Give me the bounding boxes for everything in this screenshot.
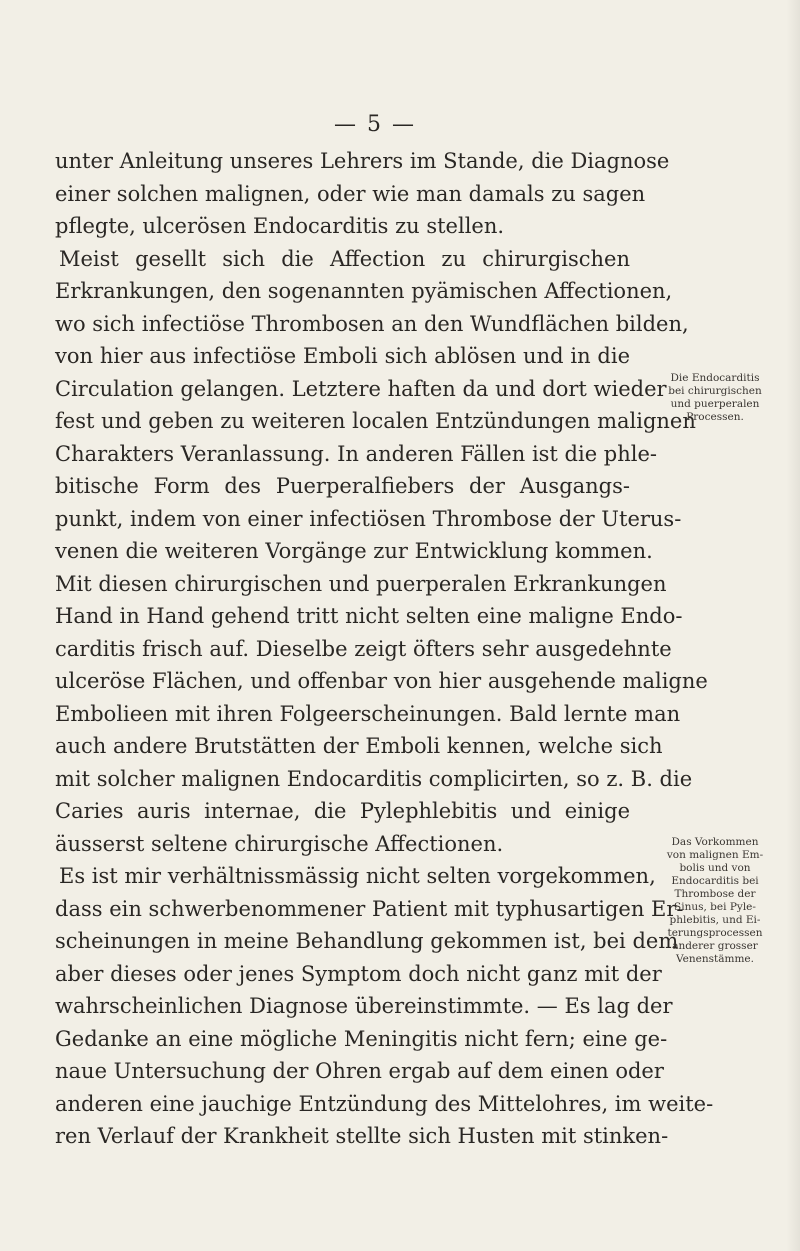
margin-note-emboli	[641, 836, 789, 966]
body-line: Circulation gelangen. Letztere haften da und dort wieder	[55, 376, 667, 401]
page-number: — 5 —	[334, 112, 416, 137]
body-line: Mit diesen chirurgischen und puerperalen Erkrankungen	[55, 571, 667, 596]
body-line: ulceröse Flächen, und offenbar von hier ausgehende maligne	[55, 669, 708, 693]
body-line: anderen eine jauchige Entzündung des Mittelohres, im weite-	[55, 1091, 714, 1116]
margin-note-line: terungsprocessen	[667, 927, 763, 939]
margin-note-line: phlebitis, und Ei-	[669, 914, 761, 926]
body-line: Caries auris internae, die Pylephlebitis und einige	[55, 799, 630, 823]
body-line: unter Anleitung unseres Lehrers im Stande, die Diagnose	[55, 149, 670, 173]
margin-note-line: von malignen Em-	[666, 849, 764, 861]
body-line: bitische Form des Puerperalfiebers der Ausgangs-	[55, 474, 630, 498]
body-line: ren Verlauf der Krankheit stellte sich Husten mit stinken-	[55, 1124, 669, 1148]
margin-note-line: Das Vorkommen	[671, 836, 759, 848]
body-line: wo sich infectiöse Thrombosen an den Wundflächen bilden,	[55, 311, 689, 336]
body-line: von hier aus infectiöse Emboli sich ablösen und in die	[55, 344, 630, 368]
body-line: fest und geben zu weiteren localen Entzündungen malignen	[55, 409, 696, 433]
body-line: aber dieses oder jenes Symptom doch nicht ganz mit der	[55, 961, 662, 986]
body-line: venen die weiteren Vorgänge zur Entwicklung kommen.	[55, 539, 653, 563]
margin-note-line: Endocarditis bei	[671, 875, 759, 887]
margin-note-line: anderer grosser	[672, 940, 758, 952]
body-line: Hand in Hand gehend tritt nicht selten eine maligne Endo-	[55, 604, 683, 628]
body-line: Charakters Veranlassung. In anderen Fällen ist die phle-	[55, 441, 658, 466]
body-line: auch andere Brutstätten der Emboli kennen, welche sich	[55, 734, 663, 758]
body-line: mit solcher malignen Endocarditis complicirten, so z. B. die	[55, 766, 693, 791]
margin-note-line: Venenstämme.	[676, 953, 754, 965]
body-line: einer solchen malignen, oder wie man damals zu sagen	[55, 181, 646, 206]
body-line: carditis frisch auf. Dieselbe zeigt öfters sehr ausgedehnte	[55, 636, 672, 661]
body-line: pflegte, ulcerösen Endocarditis zu stellen.	[55, 214, 505, 238]
margin-note-endocarditis	[641, 372, 789, 424]
body-line: Meist gesellt sich die Affection zu chirurgischen	[59, 246, 630, 271]
body-line: Embolieen mit ihren Folgeerscheinungen. Bald lernte man	[55, 701, 681, 726]
body-text	[55, 145, 714, 1153]
margin-note-line: Die Endocarditis	[670, 372, 760, 384]
page-edge-shadow	[786, 0, 800, 1251]
margin-note-line: und puerperalen	[670, 398, 760, 410]
body-line: naue Untersuchung der Ohren ergab auf dem einen oder	[55, 1059, 664, 1083]
body-line: dass ein schwerbenommener Patient mit typhusartigen Er-	[55, 896, 684, 921]
margin-note-line: Sinus, bei Pyle-	[674, 901, 756, 913]
body-line: wahrscheinlichen Diagnose übereinstimmte. — Es lag der	[55, 994, 673, 1018]
body-line: Gedanke an eine mögliche Meningitis nicht fern; eine ge-	[55, 1026, 668, 1051]
margin-note-line: bei chirurgischen	[668, 385, 762, 397]
body-line: punkt, indem von einer infectiösen Thrombose der Uterus-	[55, 506, 682, 531]
margin-note-line: Processen.	[686, 411, 744, 423]
body-line: Es ist mir verhältnissmässig nicht selten vorgekommen,	[59, 864, 656, 888]
body-line: äusserst seltene chirurgische Affectionen.	[55, 831, 504, 856]
margin-note-line: Thrombose der	[674, 888, 756, 900]
margin-note-line: bolis und von	[679, 862, 751, 874]
body-line: Erkrankungen, den sogenannten pyämischen Affectionen,	[55, 279, 673, 303]
body-line: scheinungen in meine Behandlung gekommen ist, bei dem	[55, 929, 679, 953]
